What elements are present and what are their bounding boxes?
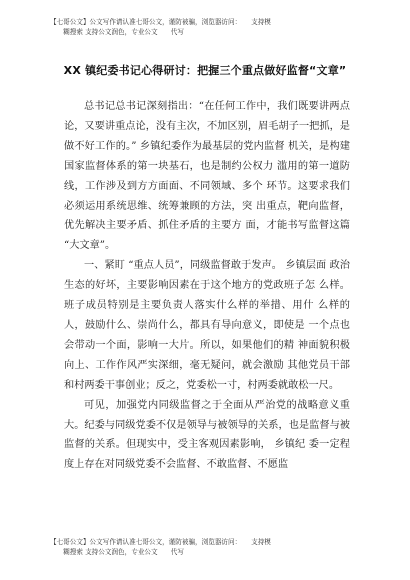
body-paragraph: 一、紧盯 “重点人员”，同级监督敢于发声。 乡镇层面 政治生态的好坏，主要影响因素在于这个地方的党政班子怎 么样。班子成员特别是主要负责人落实什么样的举措、用什 么样的人，鼓励什么、崇尚什么，都具有导向意义，即使是 一个点也会带动一个面，影响一大片。所以，如果他们的精 神面貌积极向上、工作作风严实深细，毫无疑问，就会激励 其他党员干部和村两委干事创业；反之，党委松一寸，村两委就敢松一尺。	[64, 260, 350, 391]
body-paragraph: 可见，加强党内同级监督之于全面从严治党的战略意义重大。纪委与同级党委不仅是领导与被领导的关系，也是监督与被监督的关系。但现实中，受主客观因素影响， 乡镇纪 委一定程度上存在对同级党委不会监督、不敢监督、不愿监	[64, 399, 350, 471]
document-title: XX 镇纪委书记心得研讨：把握三个重点做好监督“文章”	[63, 64, 347, 77]
header-watermark-note: 【七哥公文】公文写作请认准七哥公文，谨防被骗，浏览器访问： 支持模 糊搜索 支持公文润色，专业公文 代写	[50, 18, 271, 36]
body-paragraph: 总书记总书记深刻指出：“在任何工作中，我们既要讲两点论，又要讲重点论，没有主次，不加区别，眉毛胡子一把抓，是做不好工作的。” 乡镇纪委作为最基层的党内监督 机关，是构建国家监督体系的第一块基石，也是制约公权力 滥用的第一道防线，工作涉及到方方面面、不同领域、多个 环节。这要求我们必须运用系统思维、统筹兼顾的方法，突 出重点，靶向监督，优先解决主要矛盾、抓住矛盾的主要方 面，才能书写监督这篇 “大文章”。	[64, 101, 350, 252]
document-body	[64, 97, 350, 475]
footer-watermark-note: 【七哥公文】公文写作请认准七哥公文，谨防被骗，浏览器访问： 支持模 糊搜索 支持公文润色，专业公文 代写	[50, 538, 271, 556]
